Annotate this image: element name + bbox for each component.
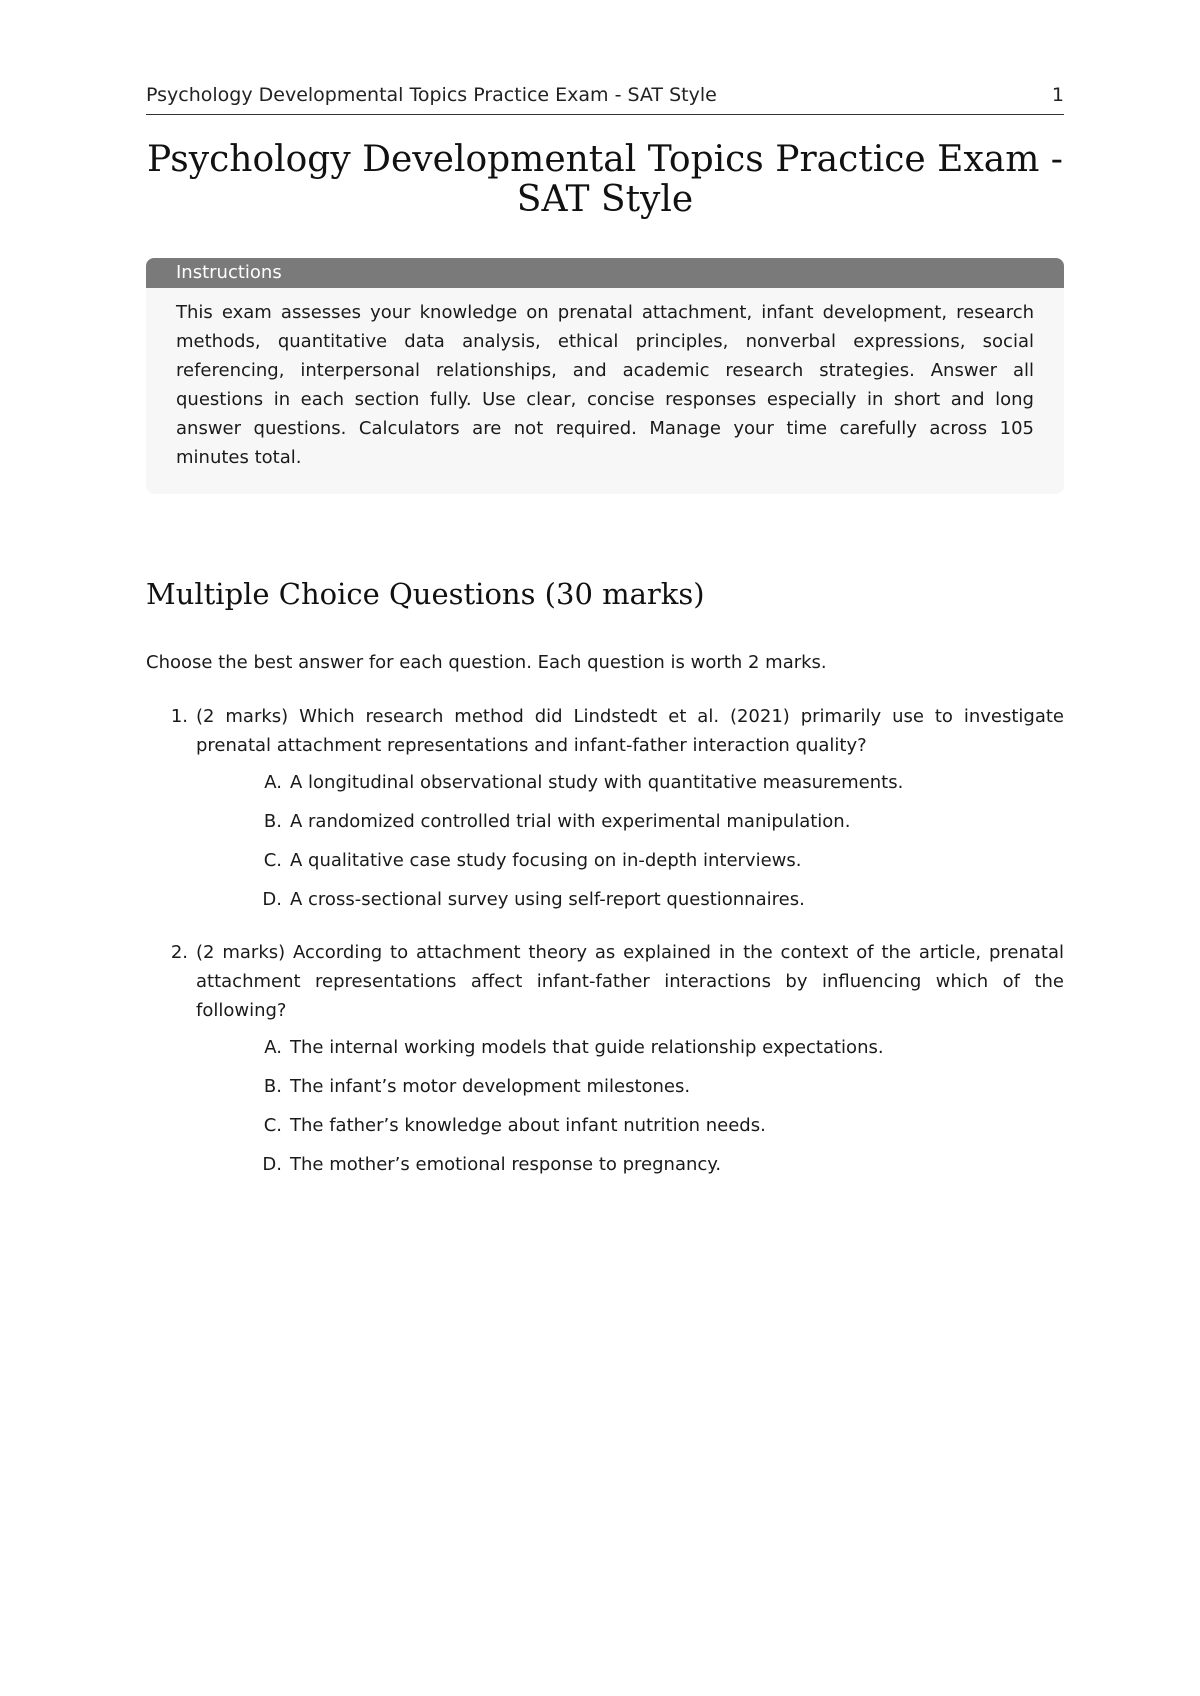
answer-option-c[interactable]	[146, 846, 1064, 885]
question-number: 2.	[170, 942, 188, 963]
section-intro: Choose the best answer for each question. Each question is worth 2 marks.	[146, 652, 827, 673]
question-number: 1.	[170, 706, 188, 727]
answer-options	[146, 1033, 1064, 1189]
instructions-box	[146, 258, 1064, 494]
answer-option-d[interactable]	[146, 1150, 1064, 1189]
instructions-text: This exam assesses your knowledge on prenatal attachment, infant development, research methods, quantitative data analysis, ethical principles, nonverbal expressions, social referencing, interpersonal relationships, and academic research strategies. Answer all questions in each section fully. Use clear, concise responses especially in short and long answer questions. Calculators are not required. Manage your time carefully across 105 minutes total.	[176, 302, 1034, 468]
option-text: The infant’s motor development milestones.	[290, 1076, 691, 1097]
running-header-title: Psychology Developmental Topics Practice Exam - SAT Style	[146, 84, 717, 106]
answer-option-a[interactable]	[146, 768, 1064, 807]
option-letter: A.	[264, 1037, 282, 1058]
option-letter: A.	[264, 772, 282, 793]
question-text: (2 marks) Which research method did Lindstedt et al. (2021) primarily use to investigate prenatal attachment representations and infant-father interaction quality?	[196, 706, 1064, 756]
answer-option-a[interactable]	[146, 1033, 1064, 1072]
instructions-heading: Instructions	[146, 258, 1064, 288]
document-title: Psychology Developmental Topics Practice Exam - SAT Style	[147, 139, 1063, 220]
page-number: 1	[1051, 84, 1064, 106]
option-letter: D.	[262, 889, 282, 910]
option-letter: C.	[263, 1115, 282, 1136]
question-text: (2 marks) According to attachment theory as explained in the context of the article, prenatal attachment representations affect infant-father interactions by influencing which of the following?	[196, 942, 1064, 1021]
answer-option-b[interactable]	[146, 807, 1064, 846]
option-text: A qualitative case study focusing on in-depth interviews.	[290, 850, 802, 871]
answer-options	[146, 768, 1064, 924]
running-header	[146, 84, 1064, 115]
option-text: A cross-sectional survey using self-report questionnaires.	[290, 889, 805, 910]
option-text: The father’s knowledge about infant nutrition needs.	[290, 1115, 766, 1136]
option-letter: B.	[263, 1076, 282, 1097]
answer-option-c[interactable]	[146, 1111, 1064, 1150]
answer-option-b[interactable]	[146, 1072, 1064, 1111]
option-text: The mother’s emotional response to pregnancy.	[290, 1154, 722, 1175]
option-letter: C.	[263, 850, 282, 871]
question-1	[146, 702, 1064, 924]
option-text: A longitudinal observational study with quantitative measurements.	[290, 772, 904, 793]
option-text: The internal working models that guide relationship expectations.	[290, 1037, 884, 1058]
question-2	[146, 938, 1064, 1189]
option-text: A randomized controlled trial with experimental manipulation.	[290, 811, 851, 832]
option-letter: D.	[262, 1154, 282, 1175]
answer-option-d[interactable]	[146, 885, 1064, 924]
section-title: Multiple Choice Questions (30 marks)	[146, 577, 705, 611]
option-letter: B.	[263, 811, 282, 832]
